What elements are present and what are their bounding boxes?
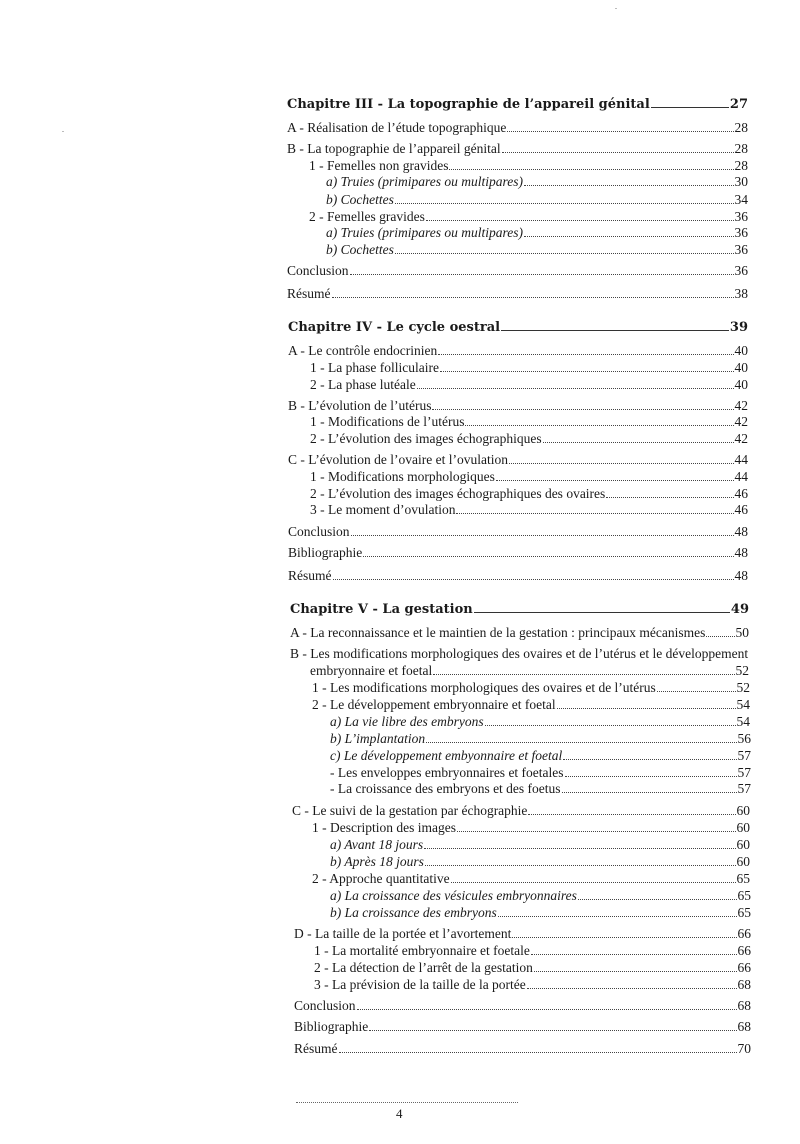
dot-leader [426,219,734,221]
toc-entry-label: embryonnaire et foetal [310,663,433,678]
dot-leader [657,690,736,692]
dot-leader [706,635,734,637]
toc-page-number: 57 [737,765,751,780]
toc-entry [330,888,751,904]
toc-entry-label: 1 - La phase folliculaire [310,360,439,375]
dot-leader [524,184,733,186]
toc-page-number: 46 [734,502,748,517]
toc-page-number: 36 [734,225,748,240]
toc-entry [310,502,748,518]
toc-page-number: 42 [734,414,748,429]
toc-page-number: 52 [735,663,749,678]
toc-page-number: 42 [734,431,748,446]
dot-leader [357,1008,737,1010]
toc-entry-label: Conclusion [294,998,356,1013]
toc-entry [310,431,748,447]
toc-entry-label: a) Truies (primipares ou multipares) [326,174,524,189]
dot-leader [507,130,733,132]
toc-entry [309,158,748,174]
dot-leader [432,408,733,410]
toc-entry [326,242,748,258]
toc-entry-label: b) Cochettes [326,192,394,207]
toc-entry [294,1041,751,1057]
toc-page-number: 60 [736,854,750,869]
toc-page-number: 68 [737,998,751,1013]
toc-entry-label: a) La vie libre des embryons [330,714,484,729]
toc-entry [290,646,749,662]
toc-entry [290,625,749,641]
dot-leader [501,329,729,331]
toc-page-number: 50 [735,625,749,640]
dot-leader [456,512,733,514]
toc-entry [312,820,750,836]
toc-entry [294,998,751,1014]
dot-leader [465,424,733,426]
toc-page-number: 48 [734,524,748,539]
toc-page-number: 34 [734,192,748,207]
dot-leader [350,273,734,275]
toc-entry-label: Chapitre III - La topographie de l’appareil génital [287,97,650,112]
dot-leader [563,758,736,760]
toc-page-number: 57 [737,781,751,796]
toc-entry-label: 2 - Femelles gravides [309,209,425,224]
toc-entry-label: 2 - L’évolution des images échographiques des ovaires [310,486,606,501]
dot-leader [440,370,734,372]
dot-leader [474,611,730,613]
toc-entry [287,263,748,279]
toc-entry [310,663,749,679]
toc-entry [330,837,750,853]
toc-page-number: 66 [737,926,751,941]
toc-entry-label: 2 - La détection de l’arrêt de la gestation [314,960,533,975]
toc-entry-label: a) Truies (primipares ou multipares) [326,225,524,240]
toc-chapter-heading [290,602,749,618]
dot-leader [395,252,734,254]
toc-page-number: 65 [737,905,751,920]
scan-speck [62,131,64,132]
toc-entry [330,781,751,797]
toc-entry [312,697,750,713]
toc-entry-label: 2 - La phase lutéale [310,377,416,392]
toc-entry-label: C - Le suivi de la gestation par échographie [292,803,528,818]
toc-page-number: 28 [734,120,748,135]
dot-leader [424,847,735,849]
dot-leader [531,953,737,955]
toc-entry-label: a) La croissance des vésicules embryonnaires [330,888,577,903]
dot-leader [363,555,733,557]
dot-leader [433,673,734,675]
dot-leader [565,775,737,777]
toc-page-number: 56 [737,731,751,746]
toc-entry-label: Résumé [294,1041,338,1056]
toc-page-number: 65 [737,888,751,903]
dot-leader [534,970,737,972]
dot-leader [339,1051,737,1053]
toc-entry-label: 2 - Le développement embryonnaire et foetal [312,697,556,712]
toc-entry-label: 1 - Modifications morphologiques [310,469,495,484]
toc-entry-label: A - La reconnaissance et le maintien de la gestation : principaux mécanismes [290,625,706,640]
toc-page-number: 44 [734,452,748,467]
toc-entry-label: 1 - La mortalité embryonnaire et foetale [314,943,530,958]
toc-page-number: 38 [734,286,748,301]
toc-entry-label: - La croissance des embryons et des foetus [330,781,561,796]
toc-chapter-heading [287,97,748,113]
toc-entry-label: B - L’évolution de l’utérus [288,398,432,413]
toc-entry-label: Résumé [288,568,332,583]
toc-entry-label: 1 - Description des images [312,820,456,835]
toc-entry-label: Bibliographie [288,545,363,560]
dot-leader [333,578,734,580]
toc-entry [287,120,748,136]
toc-entry [287,286,748,302]
toc-entry-label: a) Avant 18 jours [330,837,424,852]
toc-entry-label: b) L’implantation [330,731,426,746]
toc-page-number: 52 [736,680,750,695]
dot-leader [457,830,736,832]
toc-entry-label: - Les enveloppes embryonnaires et foetales [330,765,564,780]
toc-entry [326,174,748,190]
toc-entry-label: Bibliographie [294,1019,369,1034]
toc-entry [287,141,748,157]
dot-leader [651,106,729,108]
toc-entry-label: b) Cochettes [326,242,394,257]
toc-entry-label: 1 - Modifications de l’utérus [310,414,465,429]
toc-page-number: 66 [737,943,751,958]
toc-page-number: 66 [737,960,751,975]
toc-entry [310,469,748,485]
toc-entry [288,568,748,584]
toc-page-number: 68 [737,1019,751,1034]
toc-page-number: 36 [734,209,748,224]
toc-entry-label: Résumé [287,286,331,301]
dot-leader [395,202,734,204]
toc-entry-label: A - Réalisation de l’étude topographique [287,120,507,135]
toc-page-number: 57 [737,748,751,763]
toc-entry [312,680,750,696]
dot-leader [417,387,734,389]
toc-entry-label: A - Le contrôle endocrinien [288,343,438,358]
toc-entry-label: 3 - La prévision de la taille de la portée [314,977,526,992]
toc-entry [326,192,748,208]
toc-page-number: 28 [734,141,748,156]
toc-entry [312,871,750,887]
toc-entry-label: Conclusion [287,263,349,278]
toc-entry-label: Chapitre V - La gestation [290,602,473,617]
dot-leader [369,1029,736,1031]
toc-entry-label: B - La topographie de l’appareil génital [287,141,501,156]
toc-entry [310,360,748,376]
dot-leader [485,724,736,726]
toc-entry [330,748,751,764]
toc-entry [314,943,751,959]
footer-rule [296,1102,518,1103]
toc-entry-label: 2 - Approche quantitative [312,871,450,886]
toc-page-number: 65 [736,871,750,886]
dot-leader [562,791,737,793]
dot-leader [578,898,737,900]
toc-entry-label: c) Le développement embyonnaire et foetal [330,748,563,763]
toc-entry-label: D - La taille de la portée et l’avortement [294,926,512,941]
toc-page-number: 60 [736,820,750,835]
toc-entry [292,803,750,819]
toc-entry [309,209,748,225]
toc-page-number: 40 [734,377,748,392]
toc-page-number: 48 [734,545,748,560]
dot-leader [528,813,735,815]
toc-page-number: 54 [736,697,750,712]
dot-leader [438,353,733,355]
dot-leader [606,496,733,498]
toc-entry [294,1019,751,1035]
toc-page-number: 68 [737,977,751,992]
toc-page-number: 49 [730,602,749,617]
dot-leader [351,534,734,536]
toc-page-number: 27 [729,97,748,112]
toc-entry [330,905,751,921]
toc-entry [310,486,748,502]
dot-leader [425,864,736,866]
toc-entry-label: 1 - Femelles non gravides [309,158,449,173]
toc-entry-label: C - L’évolution de l’ovaire et l’ovulation [288,452,508,467]
toc-entry [314,977,751,993]
dot-leader [502,151,734,153]
toc-entry [314,960,751,976]
toc-entry-label: b) La croissance des embryons [330,905,497,920]
toc-page-number: 44 [734,469,748,484]
toc-page-number: 28 [734,158,748,173]
toc-page-number: 40 [734,343,748,358]
page-number: 4 [396,1106,403,1121]
toc-entry [330,854,750,870]
toc-page-number: 70 [737,1041,751,1056]
toc-entry-label: Conclusion [288,524,350,539]
toc-entry [330,731,751,747]
toc-page-number: 42 [734,398,748,413]
toc-entry-label: 1 - Les modifications morphologiques des ovaires et de l’utérus [312,680,656,695]
toc-entry-label: Chapitre IV - Le cycle oestral [288,320,501,335]
dot-leader [451,881,736,883]
scan-speck [615,8,617,9]
toc-entry [310,377,748,393]
toc-entry-label: B - Les modifications morphologiques des ovaires et de l’utérus et le développement [290,646,749,661]
dot-leader [498,915,737,917]
dot-leader [496,479,734,481]
toc-entry [326,225,748,241]
toc-entry [330,765,751,781]
toc-page-number: 60 [736,803,750,818]
dot-leader [426,741,736,743]
dot-leader [449,168,733,170]
toc-page-number: 30 [734,174,748,189]
toc-page-number: 46 [734,486,748,501]
toc-entry [288,524,748,540]
toc-entry [310,414,748,430]
toc-page-number: 36 [734,263,748,278]
toc-page-number: 36 [734,242,748,257]
dot-leader [524,235,733,237]
toc-entry-label: 3 - Le moment d’ovulation [310,502,456,517]
toc-entry-label: 2 - L’évolution des images échographiques [310,431,542,446]
toc-entry [288,452,748,468]
dot-leader [527,987,737,989]
toc-entry [330,714,750,730]
toc-entry-label: b) Après 18 jours [330,854,424,869]
dot-leader [509,462,734,464]
toc-page-number: 48 [734,568,748,583]
dot-leader [332,296,734,298]
toc-page-number: 54 [736,714,750,729]
toc-entry [288,545,748,561]
toc-entry [288,398,748,414]
toc-page-number: 40 [734,360,748,375]
toc-entry [294,926,751,942]
toc-page-number: 39 [729,320,748,335]
toc-page-number: 60 [736,837,750,852]
dot-leader [557,707,736,709]
dot-leader [512,936,736,938]
toc-entry [288,343,748,359]
dot-leader [543,441,734,443]
toc-chapter-heading [288,320,748,336]
